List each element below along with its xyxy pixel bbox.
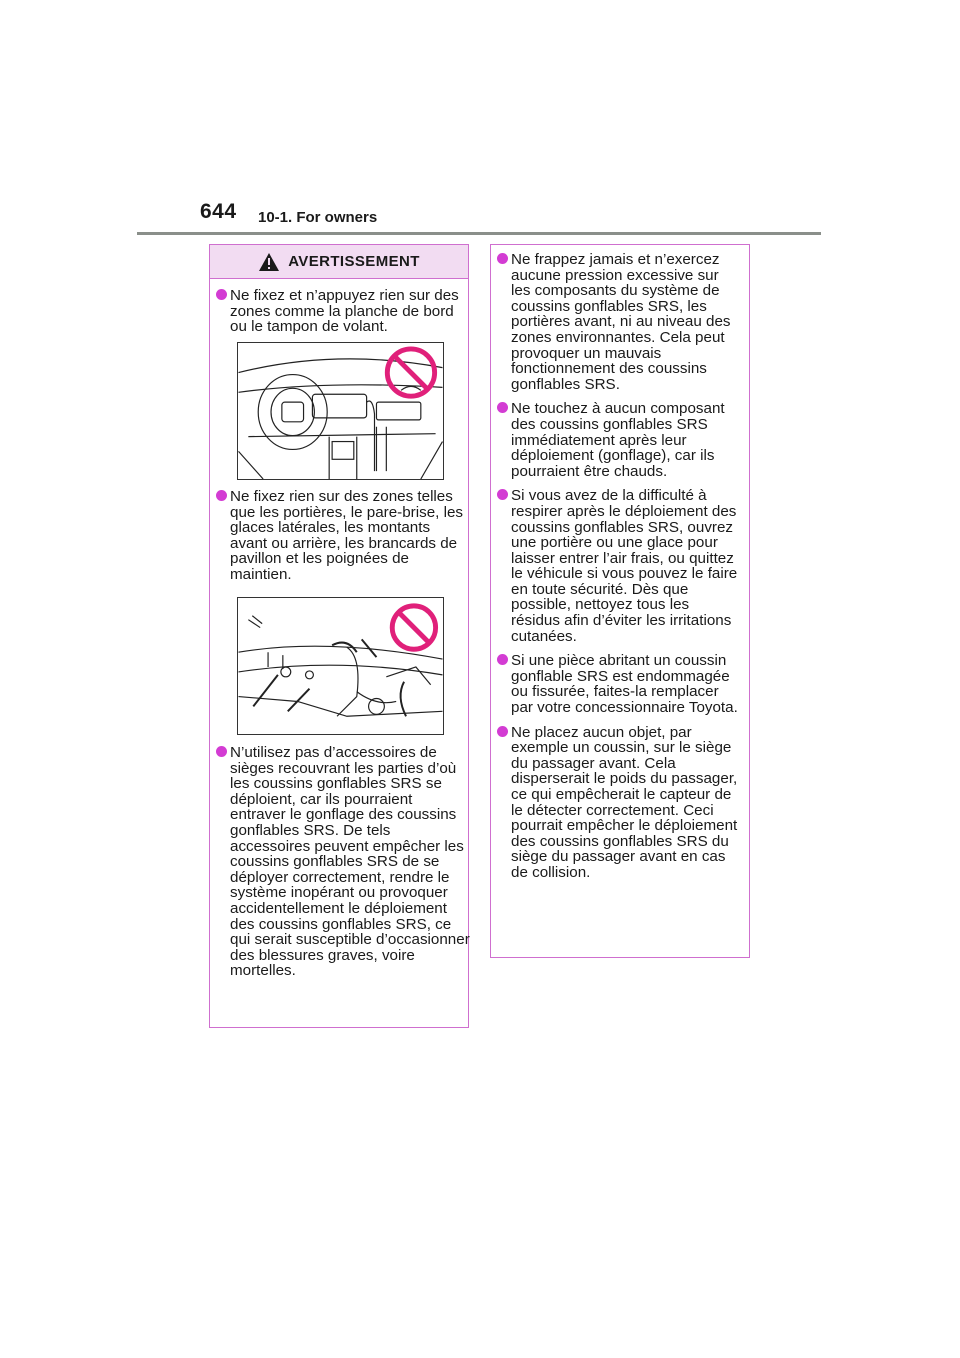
bullet-dot-icon <box>497 654 508 665</box>
warning-item: Ne frappez jamais et n’exercez aucune pression excessive sur les composants du système de coussins gonflables SRS, les portières avant, ni au niveau des zones environnantes. Cela peut provoquer un mauvais fonctionnement des coussins gonflables SRS. <box>494 252 741 392</box>
bullet-dot-icon <box>497 489 508 500</box>
cabin-illustration <box>237 597 444 735</box>
header-rule <box>137 232 821 235</box>
warning-triangle-icon <box>258 252 280 272</box>
warning-item: Si vous avez de la difficulté à respirer après le déploiement des coussins gonflables SRS, ouvrez une portière ou une glace pour laisser entrer l’air frais, ou quittez le véhicule si vous pouvez le faire en toute sécurité. Dès que possible, nettoyez tous les résidus afin d’éviter les irritations cutanées. <box>494 488 741 644</box>
warning-item: Si une pièce abritant un coussin gonflable SRS est endommagée ou fissurée, faites-la remplacer par votre concessionnaire Toyota. <box>494 653 741 715</box>
prohibition-icon <box>392 606 435 649</box>
warning-box-right <box>490 244 750 958</box>
warning-item: Ne placez aucun objet, par exemple un coussin, sur le siège du passager avant. Cela disperserait le poids du passager, ce qui empêcherait le capteur de le détecter correctement. Ceci pourrait empêcher le déploiement des coussins gonflables SRS du siège du passager avant en cas de collision. <box>494 725 741 881</box>
warning-item: Ne fixez et n’appuyez rien sur des zones comme la planche de bord ou le tampon de volant. <box>213 288 460 335</box>
section-title: 10-1. For owners <box>258 209 378 226</box>
warning-title: AVERTISSEMENT <box>288 253 420 270</box>
warning-box-left <box>209 244 469 1028</box>
bullet-dot-icon <box>497 726 508 737</box>
bullet-dot-icon <box>497 402 508 413</box>
bullet-dot-icon <box>216 490 227 501</box>
bullet-dot-icon <box>216 289 227 300</box>
bullet-dot-icon <box>497 253 508 264</box>
bullet-dot-icon <box>216 746 227 757</box>
prohibition-icon <box>387 349 434 396</box>
warning-header <box>210 245 468 279</box>
dashboard-illustration <box>237 342 444 480</box>
warning-item: Ne fixez rien sur des zones telles que les portières, le pare-brise, les glaces latérales, les montants avant ou arrière, les brancards de pavillon et les poignées de maintien. <box>213 489 470 583</box>
warning-item: N’utilisez pas d’accessoires de sièges recouvrant les parties d’où les coussins gonflables SRS se déploient, car ils pourraient entraver le gonflage des coussins gonflables SRS. De tels accessoires peuvent empêcher les coussins gonflables SRS de se déployer correctement, rendre le système inopérant ou provoquer accidentellement le déploiement des coussins gonflables SRS, ce qui serait susceptible d’occasionner des blessures graves, voire mortelles. <box>213 745 470 979</box>
page-number: 644 <box>200 200 237 223</box>
warning-item: Ne touchez à aucun composant des coussins gonflables SRS immédiatement après leur déploiement (gonflage), car ils pourraient être chauds. <box>494 401 741 479</box>
